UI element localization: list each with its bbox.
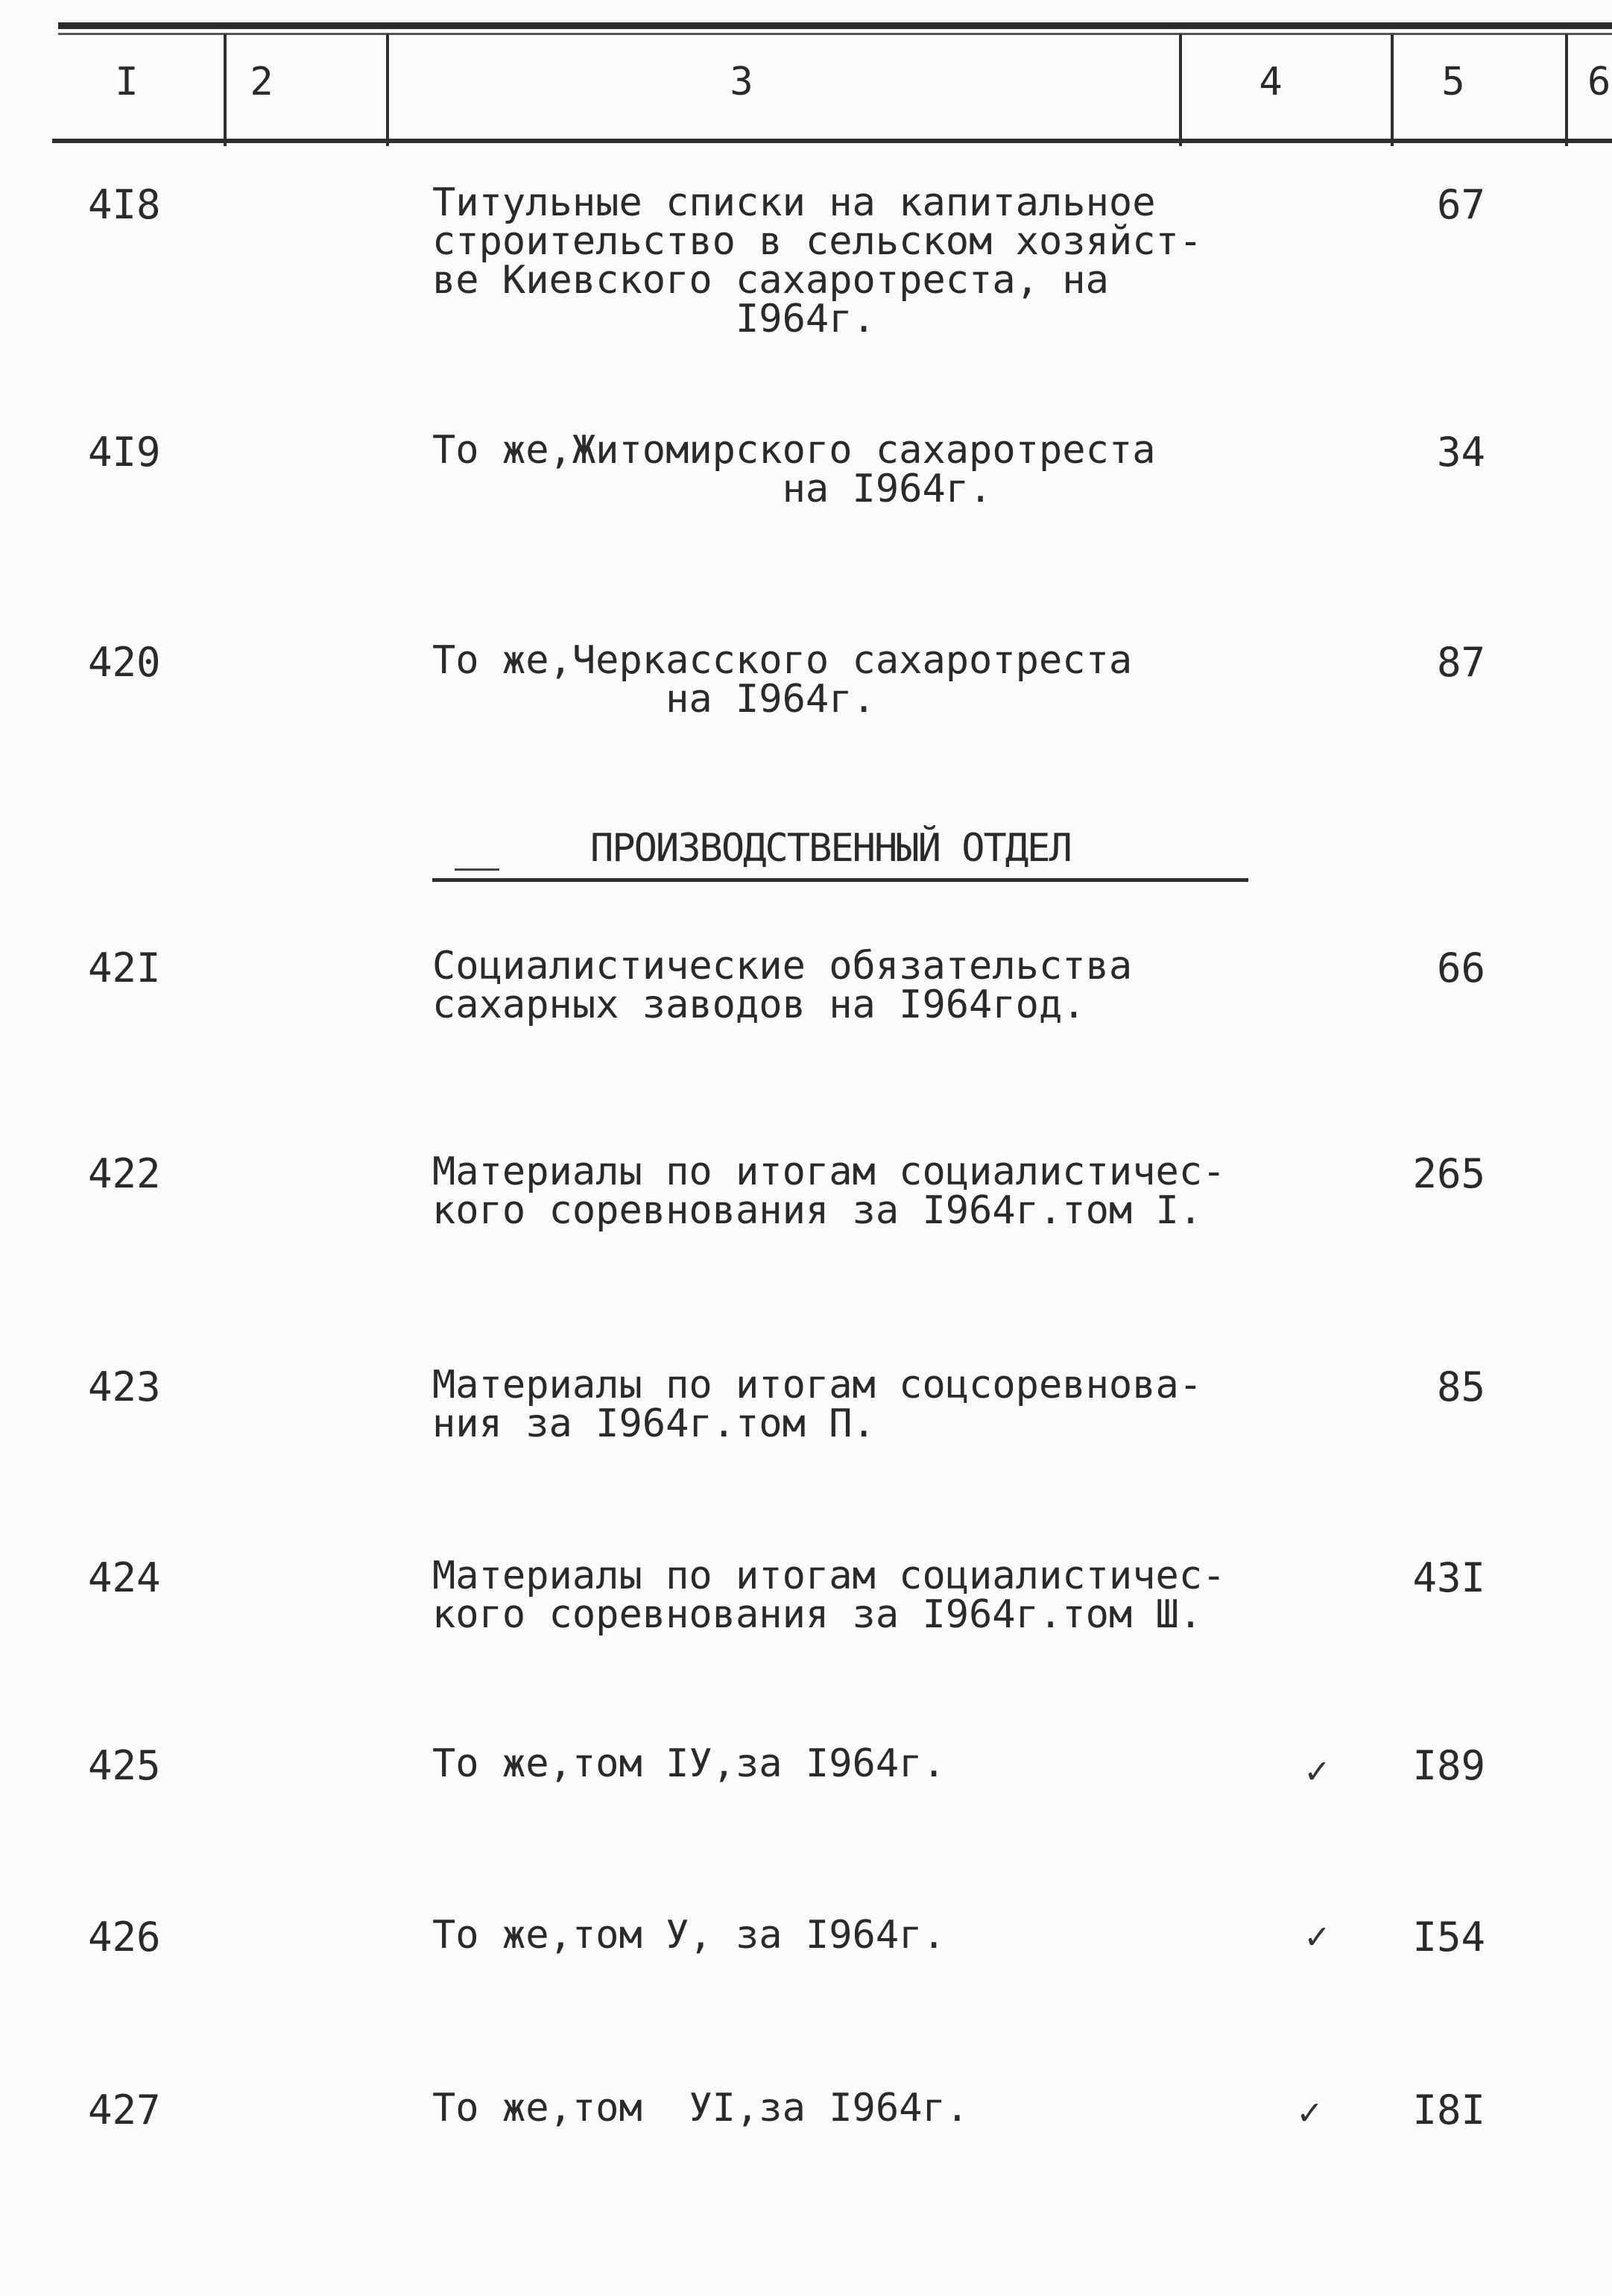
row-title: То же,том У, за I964г. xyxy=(432,1913,946,1958)
row-number: 422 xyxy=(88,1150,161,1197)
row-title: Титульные списки на капитальное строительство в сельском хозяйст- ве Киевского сахаротреста, на I964г. xyxy=(432,180,1203,341)
row-number: 426 xyxy=(88,1914,161,1961)
section-title: ПРОИЗВОДСТВЕННЫЙ ОТДЕЛ xyxy=(590,826,1071,871)
column-header-3: 3 xyxy=(730,60,753,104)
checkmark-icon: ✓ xyxy=(1306,1749,1329,1792)
row-title: То же,Черкасского сахаротреста на I964г. xyxy=(432,638,1133,722)
row-sheets: 265 xyxy=(1412,1150,1485,1197)
checkmark-icon: ✓ xyxy=(1306,1914,1329,1958)
row-number: 427 xyxy=(88,2087,161,2133)
column-divider xyxy=(386,34,389,146)
row-number: 4I8 xyxy=(88,181,161,228)
column-header-2: 2 xyxy=(250,60,274,104)
table-top-rule xyxy=(58,22,1612,29)
column-header-4: 4 xyxy=(1259,60,1283,104)
row-sheets: 66 xyxy=(1436,944,1485,991)
row-number: 42I xyxy=(88,944,161,991)
table-top-rule-thin xyxy=(58,33,1612,35)
table-header-bottom-rule xyxy=(52,139,1612,143)
row-title: То же,том IУ,за I964г. xyxy=(432,1741,946,1786)
column-header-6: 6 xyxy=(1587,60,1611,104)
row-title: То же,Житомирского сахаротреста на I964г. xyxy=(432,428,1156,511)
row-number: 423 xyxy=(88,1363,161,1410)
column-divider xyxy=(1391,34,1394,146)
section-dash xyxy=(455,868,499,871)
column-divider xyxy=(1179,34,1182,146)
row-number: 425 xyxy=(88,1742,161,1789)
column-divider xyxy=(224,34,227,146)
row-sheets: 34 xyxy=(1436,429,1485,476)
row-sheets: 43I xyxy=(1412,1554,1485,1601)
row-number: 420 xyxy=(88,639,161,686)
row-title: Социалистические обязательства сахарных заводов на I964год. xyxy=(432,944,1133,1027)
row-sheets: I8I xyxy=(1412,2087,1485,2133)
row-title: То же,том УI,за I964г. xyxy=(432,2086,970,2131)
row-sheets: I89 xyxy=(1412,1742,1485,1789)
column-divider xyxy=(1565,34,1568,146)
row-title: Материалы по итогам социалистичес- кого соревнования за I964г.том I. xyxy=(432,1149,1226,1233)
row-sheets: 87 xyxy=(1436,639,1485,686)
row-sheets: 67 xyxy=(1436,181,1485,228)
checkmark-icon: ✓ xyxy=(1298,2090,1321,2133)
row-number: 4I9 xyxy=(88,429,161,476)
row-sheets: I54 xyxy=(1412,1914,1485,1961)
row-number: 424 xyxy=(88,1554,161,1601)
column-header-1: I xyxy=(115,60,139,104)
section-underline xyxy=(432,878,1248,882)
row-title: Материалы по итогам соцсоревнова- ния за I964г.том П. xyxy=(432,1363,1203,1446)
row-title: Материалы по итогам социалистичес- кого соревнования за I964г.том Ш. xyxy=(432,1554,1226,1637)
column-header-5: 5 xyxy=(1441,60,1465,104)
row-sheets: 85 xyxy=(1436,1363,1485,1410)
